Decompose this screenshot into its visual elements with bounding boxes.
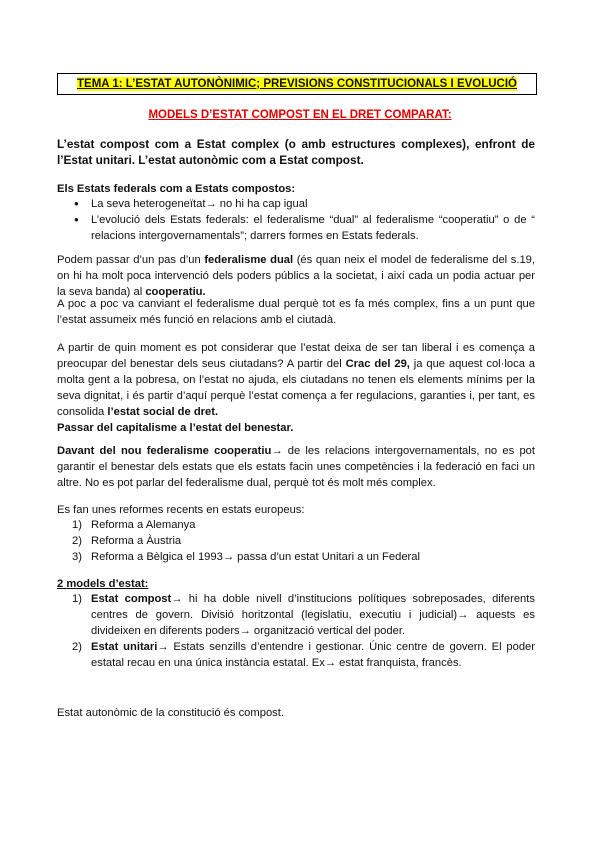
- list-number: 1): [72, 593, 82, 605]
- federal-bullet-list: [57, 196, 535, 244]
- list-item: [57, 517, 535, 533]
- models-list: [57, 591, 535, 671]
- model-term: Estat compost: [91, 593, 172, 605]
- paragraph-crac-29: [57, 340, 535, 436]
- p1-text-a: Podem passar d’un pas d’un: [57, 254, 205, 266]
- list-number: 2): [72, 535, 82, 547]
- list-number: 3): [72, 551, 82, 563]
- reforms-intro: Es fan unes reformes recents en estats europeus:: [57, 504, 305, 516]
- p3-text-c: ja que aquest col·loca a molta gent a la pobresa, on l’estat no ajuda, els ciutadans no tenen els elements mínims per la seva dignitat, i és partir d’aquí perquè l’estat comença a fer regulacions, garanties i, per tant, es consolida: [57, 358, 536, 418]
- title-box: [57, 73, 537, 95]
- p3-bold-crac: Crac del 29,: [345, 358, 410, 370]
- models-heading: 2 models d’estat:: [57, 578, 149, 590]
- p3-bold-estat-social: l’estat social de dret.: [107, 406, 219, 418]
- federal-heading: Els Estats federals com a Estats compostos:: [57, 183, 296, 195]
- p3-text-a: A partir de quin moment es pot considerar que l’estat deixa de ser tan liberal i es comença a preocupar del benestar dels seus ciutadans? A partir del: [57, 342, 535, 370]
- list-number: 2): [72, 641, 82, 653]
- list-item: ● L’evolució dels Estats federals: el federalisme “dual” al federalisme “cooperatiu” o de “ relacions intergovernamentals”; darrers formes en Estats federals.: [57, 212, 535, 244]
- p1-bold-federalisme-dual: federalisme dual: [204, 254, 294, 266]
- list-item: ● La seva heterogeneïtat→ no hi ha cap igual: [57, 196, 535, 212]
- p4-bold-cooperatiu: Davant del nou federalisme cooperatiu: [57, 445, 272, 457]
- p1-text-c: (és quan neix el model de federalisme del s.19, on hi ha molt poca intervenció dels poders públics a la societat, i així cada un podia actuar per la seva banda) al: [57, 254, 536, 298]
- reform-text: Reforma a Bèlgica el 1993→ passa d’un estat Unitari a un Federal: [91, 551, 420, 563]
- p4-text: → de les relacions intergovernamentals, no es pot garantir el benestar dels estats que els estats facin unes competències i la federació en faci un altre. No es pot parlar del federalisme dual, perquè tot és molt més complex.: [57, 445, 535, 489]
- paragraph-cooperative: [57, 443, 535, 491]
- reform-text: Reforma a Alemanya: [91, 519, 196, 531]
- list-item: [57, 591, 535, 639]
- model-text: → Estats senzills d’entendre i gestionar. Únic centre de govern. El poder estatal recau en una única instància estatal. Ex→ estat franquista, francès.: [91, 641, 535, 669]
- reform-text: Reforma a Àustria: [91, 535, 182, 547]
- list-item: [57, 639, 535, 671]
- document-title: TEMA 1: L’ESTAT AUTONÒNIMIC; PREVISIONS CONSTITUCIONALS I EVOLUCIÓ: [77, 78, 517, 90]
- p1-bold-cooperatiu: cooperatiu.: [145, 286, 206, 298]
- closing-paragraph: Estat autonòmic de la constitució és compost.: [57, 707, 284, 719]
- list-item: [57, 549, 535, 565]
- list-number: 1): [72, 519, 82, 531]
- paragraph-evolution: A poc a poc va canviant el federalisme dual perquè tot es fa més complex, fins a un punt que l’estat assumeix més funció en relacions amb el ciutadà.: [57, 298, 535, 326]
- model-term: Estat unitari: [91, 641, 158, 653]
- intro-paragraph: L’estat compost com a Estat complex (o amb estructures complexes), enfront de l’Estat unitari. L’estat autonòmic com a Estat compost.: [57, 137, 535, 167]
- p3-bold-benestar: Passar del capitalisme a l’estat del benestar.: [57, 422, 294, 434]
- section-subtitle: MODELS D’ESTAT COMPOST EN EL DRET COMPARAT:: [148, 109, 452, 121]
- model-text: → hi ha doble nivell d’institucions polítiques sobreposades, diferents centres de govern. Divisió horitzontal (legislatiu, executiu i judicial)→ aquests es divideixen en diferents poders→ organització vertical del poder.: [91, 593, 535, 637]
- paragraph-federalism: [57, 252, 535, 300]
- list-item: [57, 533, 535, 549]
- reforms-list: [57, 517, 535, 565]
